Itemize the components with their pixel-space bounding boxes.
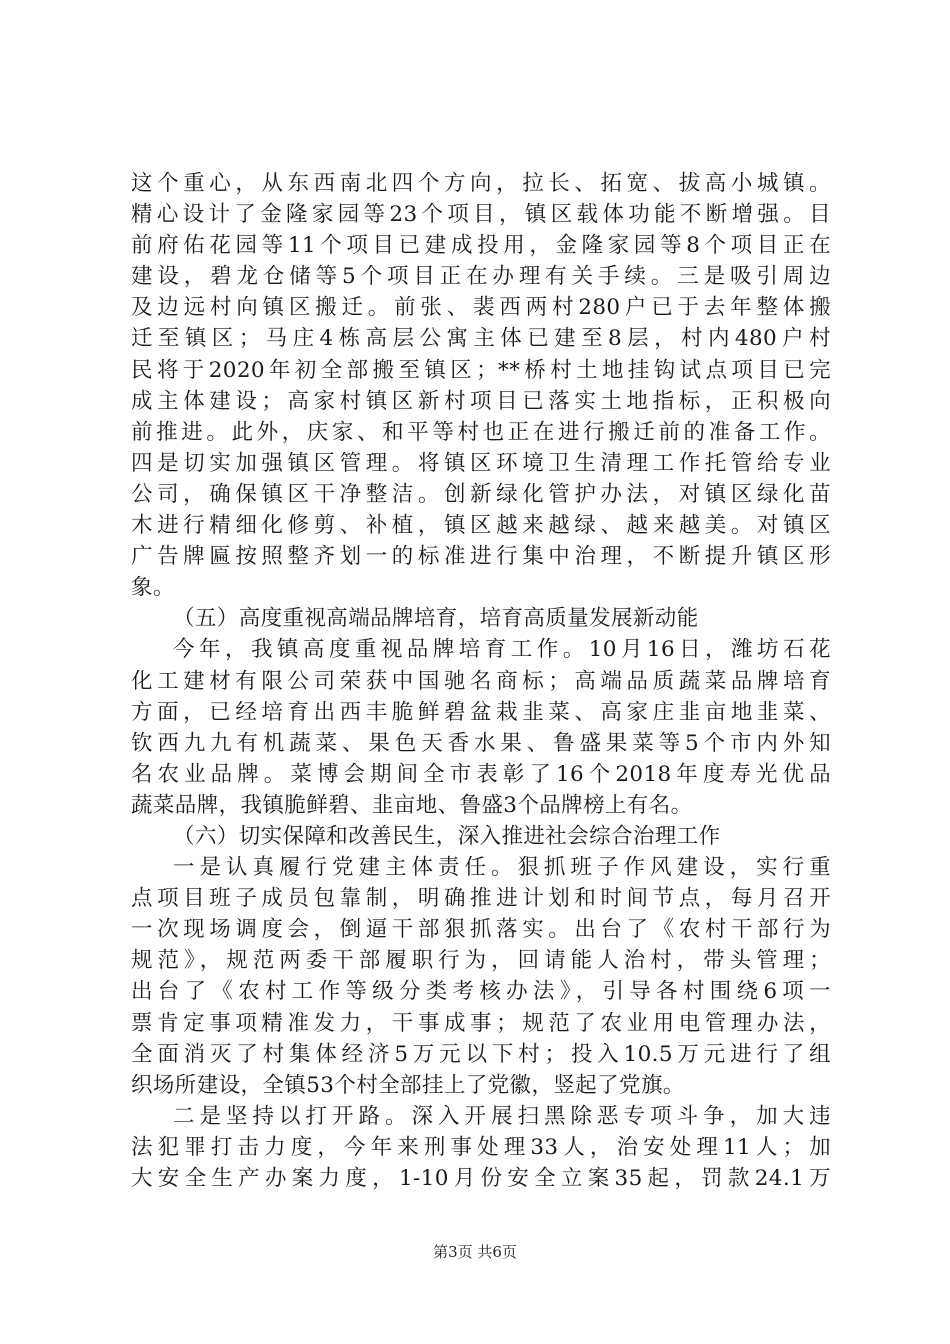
- text-line: 四是切实加强镇区管理。将镇区环境卫生清理工作托管给专业: [131, 450, 831, 476]
- text-line: 钦西九九有机蔬菜、果色天香水果、鲁盛果菜等5个市内外知: [131, 730, 831, 756]
- text-line: 前推进。此外，庆家、和平等村也正在进行搬迁前的准备工作。: [131, 419, 831, 445]
- text-line: 法犯罪打击力度，今年来刑事处理33人，治安处理11人；加: [131, 1134, 831, 1160]
- text-line: 点项目班子成员包靠制，明确推进计划和时间节点，每月召开: [131, 886, 831, 912]
- text-line: 木进行精细化修剪、补植，镇区越来越绿、越来越美。对镇区: [131, 513, 831, 539]
- text-line: 广告牌匾按照整齐划一的标准进行集中治理，不断提升镇区形: [131, 544, 831, 570]
- text-line: 今年，我镇高度重视品牌培育工作。10月16日，潍坊石花: [173, 637, 831, 663]
- text-line: 蔬菜品牌，我镇脆鲜碧、韭亩地、鲁盛3个品牌榜上有名。: [131, 792, 693, 818]
- text-line: 成主体建设；高家村镇区新村项目已落实土地指标，正积极向: [131, 388, 831, 414]
- text-line: 一是认真履行党建主体责任。狠抓班子作风建设，实行重: [173, 855, 831, 881]
- text-line: 前府佑花园等11个项目已建成投用，金隆家园等8个项目正在: [131, 233, 831, 259]
- text-line: 象。: [131, 575, 175, 601]
- section-heading: （五）高度重视高端品牌培育，培育高质量发展新动能: [173, 606, 699, 632]
- text-line: 及边远村向镇区搬迁。前张、裴西两村280户已于去年整体搬: [131, 295, 831, 321]
- text-line: 票肯定事项精准发力，干事成事；规范了农业用电管理办法，: [131, 1010, 831, 1036]
- text-line: 二是坚持以打开路。深入开展扫黑除恶专项斗争，加大违: [173, 1103, 831, 1129]
- text-line: 名农业品牌。菜博会期间全市表彰了16个2018年度寿光优品: [131, 761, 831, 787]
- text-line: 织场所建设，全镇53个村全部挂上了党徽，竖起了党旗。: [131, 1072, 685, 1098]
- text-line: 这个重心，从东西南北四个方向，拉长、拓宽、拔高小城镇。: [131, 171, 831, 196]
- text-line: 全面消灭了村集体经济5万元以下村；投入10.5万元进行了组: [131, 1041, 831, 1067]
- page-number-footer: 第3页 共6页: [433, 1243, 517, 1261]
- text-line: 精心设计了金隆家园等23个项目，镇区载体功能不断增强。目: [131, 202, 831, 228]
- text-line: 一次现场调度会，倒逼干部狠抓落实。出台了《农村干部行为: [131, 917, 831, 943]
- text-line: 规范》，规范两委干部履职行为，回请能人治村，带头管理；: [131, 948, 831, 974]
- section-heading: （六）切实保障和改善民生，深入推进社会综合治理工作: [173, 823, 721, 849]
- text-line: 出台了《农村工作等级分类考核办法》，引导各村围绕6项一: [131, 979, 831, 1005]
- text-line: 民将于2020年初全部搬至镇区；**桥村土地挂钩试点项目已完: [131, 357, 831, 383]
- text-line: 公司，确保镇区干净整洁。创新绿化管护办法，对镇区绿化苗: [131, 481, 831, 507]
- text-line: 方面，已经培育出西丰脆鲜碧盆栽韭菜、高家庄韭亩地韭菜、: [131, 699, 831, 725]
- text-line: 迁至镇区；马庄4栋高层公寓主体已建至8层，村内480户村: [131, 326, 831, 352]
- text-line: 化工建材有限公司荣获中国驰名商标；高端品质蔬菜品牌培育: [131, 668, 831, 694]
- text-line: 大安全生产办案力度，1-10月份安全立案35起，罚款24.1万: [131, 1166, 831, 1191]
- text-line: 建设，碧龙仓储等5个项目正在办理有关手续。三是吸引周边: [131, 264, 831, 290]
- body-text: [131, 168, 831, 1194]
